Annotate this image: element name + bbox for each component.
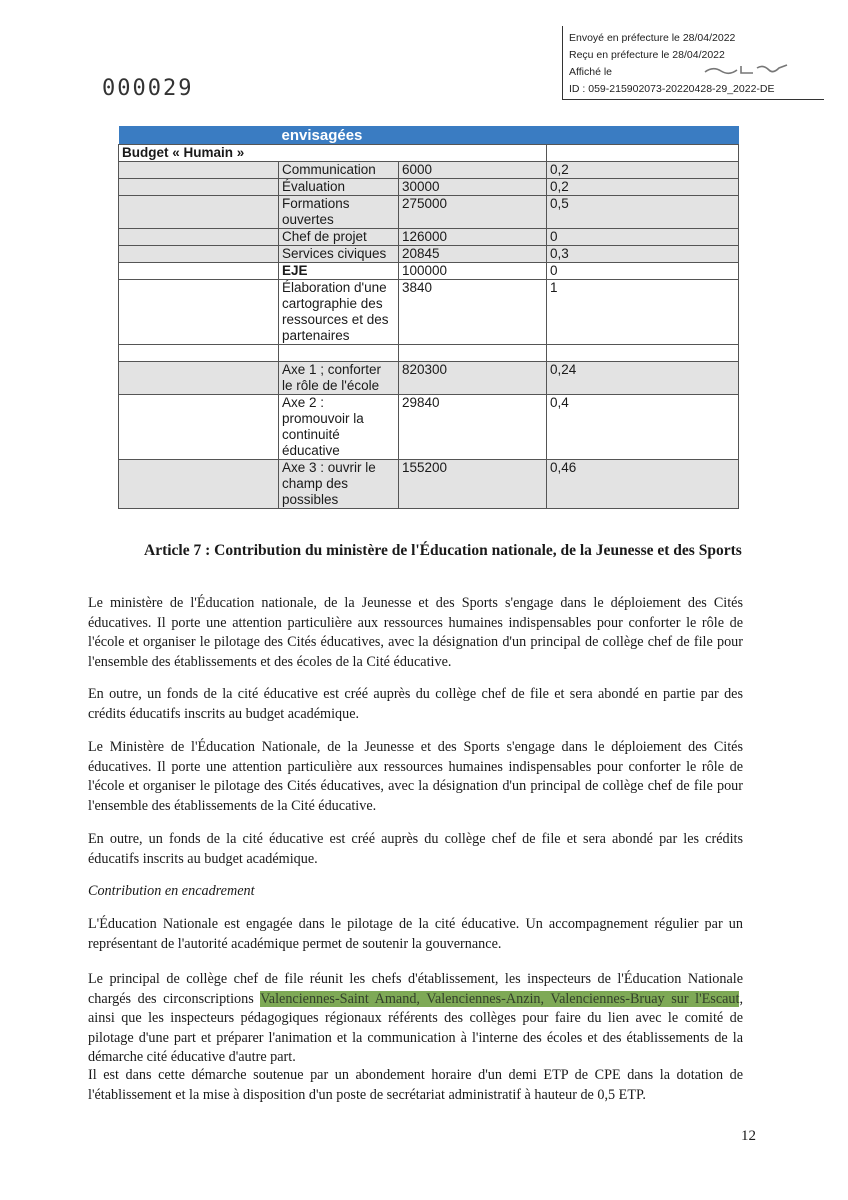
row-amount: 275000 bbox=[399, 196, 547, 229]
row-ratio: 0,5 bbox=[547, 196, 739, 229]
table-row bbox=[119, 263, 739, 280]
article-title: Article 7 : Contribution du ministère de l'Éducation nationale, de la Jeunesse et des Sports bbox=[144, 542, 742, 559]
table-row bbox=[119, 162, 739, 179]
table-axis-row bbox=[119, 395, 739, 460]
paragraph-2: En outre, un fonds de la cité éducative est créé auprès du collège chef de file et sera abondé en partie par des crédits éducatifs inscrits au budget académique. bbox=[88, 686, 743, 722]
axis-name: Axe 3 : ouvrir le champ des possibles bbox=[279, 460, 399, 509]
paragraph-7: Il est dans cette démarche soutenue par un abondement horaire d'un demi ETP de CPE dans la dotation de l'établissement et la mise à disposition d'un poste de secrétariat administratif à hauteur de 0,5 ETP. bbox=[88, 1067, 743, 1103]
axis-name: Axe 2 : promouvoir la continuité éducative bbox=[279, 395, 399, 460]
table-row bbox=[119, 280, 739, 345]
page-number: 12 bbox=[741, 1128, 756, 1144]
paragraph-1: Le ministère de l'Éducation nationale, de la Jeunesse et des Sports s'engage dans le déploiement des Cités éducatives. Il porte une attention particulière aux ressources humaines indispensables pour conforter le rôle de l'école et organiser le pilotage des Cités éducatives, avec la désignation d'un principal de collège chef de file pour l'ensemble des établissements et des écoles de la Cité éducative. bbox=[88, 595, 743, 670]
table-header-row bbox=[119, 126, 739, 145]
table-spacer-row bbox=[119, 345, 739, 362]
row-amount: 126000 bbox=[399, 229, 547, 246]
row-ratio: 0 bbox=[547, 229, 739, 246]
table-row bbox=[119, 196, 739, 229]
axis-ratio: 0,24 bbox=[547, 362, 739, 395]
paragraph-6-start: Le principal de collège chef de file réunit les chefs d'établissement, les inspecteurs de l'Éducation Nationale chargés des circonscriptions bbox=[88, 971, 743, 1007]
budget-table bbox=[118, 126, 739, 509]
stamp-sent: Envoyé en préfecture le 28/04/2022 bbox=[569, 32, 736, 44]
row-name: Communication bbox=[279, 162, 399, 179]
row-ratio: 1 bbox=[547, 280, 739, 345]
table-header: envisagées bbox=[279, 126, 739, 145]
table-row bbox=[119, 179, 739, 196]
stamp-id: ID : 059-215902073-20220428-29_2022-DE bbox=[569, 83, 775, 95]
axis-ratio: 0,46 bbox=[547, 460, 739, 509]
paragraph-3: Le Ministère de l'Éducation Nationale, de la Jeunesse et des Sports s'engage dans le déploiement des Cités éducatives. Il porte une attention particulière aux ressources humaines indispensables pour conforter le rôle de l'école et organiser le pilotage des Cités éducatives, avec la désignation d'un principal de collège chef de file pour l'ensemble des établissements de la Cité éducative. bbox=[88, 739, 743, 814]
stamp-posted: Affiché le bbox=[569, 66, 612, 78]
row-amount: 6000 bbox=[399, 162, 547, 179]
signature-icon bbox=[703, 62, 788, 76]
table-axis-row bbox=[119, 460, 739, 509]
row-amount: 20845 bbox=[399, 246, 547, 263]
row-amount: 30000 bbox=[399, 179, 547, 196]
table-row bbox=[119, 246, 739, 263]
axis-name: Axe 1 ; conforter le rôle de l'école bbox=[279, 362, 399, 395]
axis-ratio: 0,4 bbox=[547, 395, 739, 460]
prefecture-stamp bbox=[562, 26, 824, 100]
document-number: 000029 bbox=[102, 76, 194, 101]
axis-amount: 155200 bbox=[399, 460, 547, 509]
axis-amount: 29840 bbox=[399, 395, 547, 460]
row-ratio: 0 bbox=[547, 263, 739, 280]
row-name: Évaluation bbox=[279, 179, 399, 196]
row-name: EJE bbox=[279, 263, 399, 280]
row-ratio: 0,3 bbox=[547, 246, 739, 263]
subheading: Contribution en encadrement bbox=[88, 883, 255, 899]
row-ratio: 0,2 bbox=[547, 162, 739, 179]
row-name: Chef de projet bbox=[279, 229, 399, 246]
row-name: Élaboration d'une cartographie des ressources et des partenaires bbox=[279, 280, 399, 345]
axis-amount: 820300 bbox=[399, 362, 547, 395]
stamp-received: Reçu en préfecture le 28/04/2022 bbox=[569, 49, 725, 61]
highlighted-circonscriptions: Valenciennes-Saint Amand, Valenciennes-Anzin, Valenciennes-Bruay sur l'Escaut bbox=[260, 990, 740, 1007]
table-section-row bbox=[119, 145, 739, 162]
row-name: Formations ouvertes bbox=[279, 196, 399, 229]
row-amount: 100000 bbox=[399, 263, 547, 280]
row-ratio: 0,2 bbox=[547, 179, 739, 196]
paragraph-6 bbox=[88, 970, 743, 1068]
paragraph-5: L'Éducation Nationale est engagée dans le pilotage de la cité éducative. Un accompagnement régulier par un représentant de l'autorité académique permet de soutenir la gouvernance. bbox=[88, 916, 743, 952]
table-axis-row bbox=[119, 362, 739, 395]
row-amount: 3840 bbox=[399, 280, 547, 345]
table-row bbox=[119, 229, 739, 246]
paragraph-4: En outre, un fonds de la cité éducative est créé auprès du collège chef de file et sera abondé par les crédits éducatifs inscrits au budget académique. bbox=[88, 831, 743, 867]
row-name: Services civiques bbox=[279, 246, 399, 263]
section-label: Budget « Humain » bbox=[119, 145, 547, 162]
paragraph-6-end: , ainsi que les inspecteurs pédagogiques régionaux référents des collèges pour faire du lien avec le comité de pilotage d'une part et préparer l'animation et la communication à l'interne des écoles et des établissements de la démarche cité éducative d'autre part. bbox=[88, 990, 744, 1065]
